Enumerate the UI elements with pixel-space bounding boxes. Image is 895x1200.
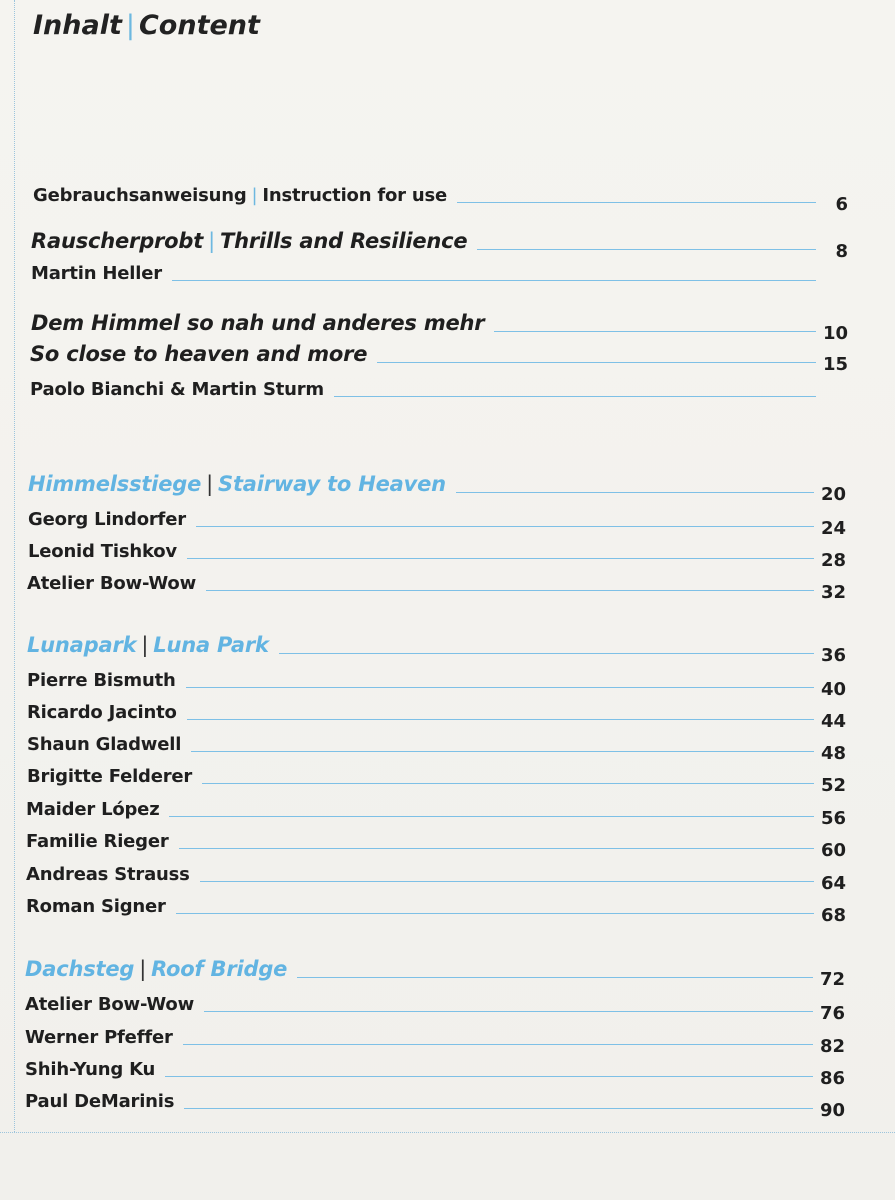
toc-entry-artist[interactable] (27, 663, 846, 700)
toc-page-number: 44 (820, 711, 846, 732)
toc-entry-artist[interactable] (25, 1020, 845, 1057)
margin-guide-horizontal (0, 1132, 895, 1133)
toc-entry-artist[interactable] (25, 1084, 845, 1121)
toc-page-number: 32 (820, 582, 846, 603)
toc-entry-label: Martin Heller (31, 263, 162, 284)
toc-entry-instructions[interactable] (33, 178, 848, 215)
toc-entry-label: Maider López (26, 799, 160, 820)
toc-entry-author[interactable] (31, 256, 848, 286)
toc-leader-line (183, 1044, 813, 1045)
toc-entry-label: Roman Signer (26, 896, 166, 917)
toc-entry-essay-de[interactable] (31, 307, 848, 344)
page-title (33, 10, 260, 41)
toc-leader-line (477, 249, 816, 250)
toc-page-number: 56 (820, 808, 846, 829)
toc-leader-line (202, 783, 814, 784)
margin-guide-vertical (14, 0, 15, 1132)
toc-page-number: 48 (820, 743, 846, 764)
toc-page-number: 64 (820, 873, 846, 894)
toc-leader-line (186, 687, 814, 688)
toc-leader-line (377, 362, 816, 363)
toc-page-number: 76 (819, 1003, 845, 1024)
toc-page-number: 24 (820, 518, 846, 539)
toc-entry-artist[interactable] (28, 502, 846, 539)
toc-entry-label: Werner Pfeffer (25, 1027, 173, 1048)
toc-leader-line (165, 1076, 813, 1077)
toc-entry-artist[interactable] (27, 695, 846, 732)
toc-page-number: 90 (819, 1100, 845, 1121)
toc-entry-label: Atelier Bow-Wow (25, 994, 195, 1015)
title-english: Content (138, 10, 260, 41)
toc-leader-line (494, 331, 816, 332)
toc-leader-line (191, 751, 814, 752)
toc-leader-line (172, 280, 816, 281)
toc-entry-label: Georg Lindorfer (28, 509, 186, 530)
toc-page-number: 28 (820, 550, 846, 571)
toc-page-number: 60 (820, 840, 846, 861)
title-separator: | (125, 10, 135, 41)
toc-entry-label: Shaun Gladwell (27, 734, 182, 755)
toc-entry-label: Rauscherprobt | Thrills and Resilience (31, 229, 468, 253)
toc-leader-line (456, 492, 814, 493)
toc-entry-artist[interactable] (27, 759, 846, 796)
toc-page-number: 6 (835, 194, 848, 215)
toc-entry-author[interactable] (30, 372, 848, 402)
toc-entry-label: Familie Rieger (26, 831, 169, 852)
toc-entry-artist[interactable] (26, 824, 846, 861)
toc-page-number: 10 (822, 323, 848, 344)
toc-entry-rauscherprobt[interactable] (31, 225, 848, 262)
toc-leader-line (187, 558, 814, 559)
toc-section-label: Lunapark | Luna Park (27, 633, 269, 657)
toc-page-number: 52 (820, 775, 846, 796)
toc-entry-label: Andreas Strauss (26, 864, 190, 885)
toc-leader-line (196, 526, 814, 527)
toc-page-number: 72 (819, 969, 845, 990)
toc-entry-artist[interactable] (26, 792, 846, 829)
toc-entry-label: Brigitte Felderer (27, 766, 193, 787)
toc-entry-label: Pierre Bismuth (27, 670, 176, 691)
toc-section-himmelsstiege[interactable] (28, 468, 846, 505)
toc-entry-artist[interactable] (25, 987, 845, 1024)
toc-leader-line (187, 719, 814, 720)
toc-leader-line (169, 816, 814, 817)
toc-entry-artist[interactable] (26, 857, 846, 894)
title-german: Inhalt (33, 10, 122, 41)
toc-page-number: 36 (820, 645, 846, 666)
toc-page-number: 68 (820, 905, 846, 926)
toc-section-label: Himmelsstiege | Stairway to Heaven (28, 472, 446, 496)
toc-entry-label: Gebrauchsanweisung | Instruction for use (33, 185, 448, 206)
toc-entry-label: Atelier Bow-Wow (27, 573, 197, 594)
toc-entry-label: Dem Himmel so nah und anderes mehr (31, 311, 485, 335)
toc-entry-artist[interactable] (26, 889, 846, 926)
toc-entry-artist[interactable] (25, 1052, 845, 1089)
toc-page-number: 15 (822, 354, 848, 375)
toc-page-number: 86 (819, 1068, 845, 1089)
toc-entry-artist[interactable] (27, 727, 846, 764)
toc-page-number: 82 (819, 1036, 845, 1057)
toc-section-lunapark[interactable] (27, 629, 846, 666)
toc-leader-line (279, 653, 814, 654)
toc-leader-line (184, 1108, 813, 1109)
toc-leader-line (334, 396, 816, 397)
toc-section-label: Dachsteg | Roof Bridge (25, 957, 288, 981)
toc-leader-line (200, 881, 814, 882)
toc-entry-label: Leonid Tishkov (28, 541, 177, 562)
toc-entry-artist[interactable] (28, 534, 846, 571)
toc-entry-label: Shih-Yung Ku (25, 1059, 156, 1080)
toc-leader-line (206, 590, 814, 591)
toc-leader-line (204, 1011, 813, 1012)
toc-page-number: 40 (820, 679, 846, 700)
toc-entry-essay-en[interactable] (30, 338, 848, 375)
toc-entry-artist[interactable] (27, 566, 846, 603)
toc-entry-label: Ricardo Jacinto (27, 702, 177, 723)
toc-entry-label: So close to heaven and more (30, 342, 368, 366)
toc-entry-label: Paul DeMarinis (25, 1091, 175, 1112)
toc-leader-line (179, 848, 814, 849)
toc-entry-label: Paolo Bianchi & Martin Sturm (30, 379, 324, 400)
toc-leader-line (297, 977, 813, 978)
toc-page-number: 8 (835, 241, 848, 262)
toc-page-number: 20 (820, 484, 846, 505)
toc-section-dachsteg[interactable] (25, 953, 845, 990)
toc-leader-line (176, 913, 814, 914)
toc-leader-line (457, 202, 816, 203)
